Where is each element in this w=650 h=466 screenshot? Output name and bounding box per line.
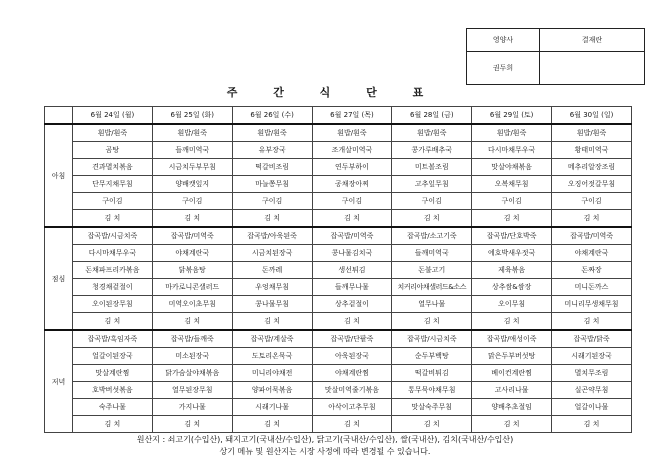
- menu-item: 공채장아찌: [312, 176, 392, 193]
- menu-item: 콩가루배추국: [392, 142, 472, 159]
- menu-item: 김 치: [392, 210, 472, 228]
- menu-row: [45, 227, 632, 245]
- menu-item: 양파어묵볶음: [232, 382, 312, 399]
- menu-item: 시래기된장국: [552, 348, 632, 365]
- menu-item: 시래기나물: [232, 399, 312, 416]
- menu-item: 오이무침: [472, 296, 552, 313]
- menu-item: 아삭이고추무침: [312, 399, 392, 416]
- change-notice: 상기 메뉴 및 원산지는 시장 사정에 따라 변경될 수 있습니다.: [219, 447, 431, 456]
- menu-item: 흰밥/흰죽: [232, 124, 312, 142]
- approval-box: [466, 28, 645, 85]
- menu-row: [45, 330, 632, 348]
- menu-item: 잡곡밥/단팥죽: [312, 330, 392, 348]
- menu-row: [45, 416, 632, 433]
- menu-item: 연두부하이: [312, 159, 392, 176]
- menu-item: 돈짜장: [552, 262, 632, 279]
- menu-item: 잡곡밥/단호박죽: [472, 227, 552, 245]
- menu-item: 열무된장무침: [152, 382, 232, 399]
- menu-item: 김 치: [232, 313, 312, 331]
- meal-label: 아침: [45, 124, 73, 227]
- day-header: 6월 24일 (월): [73, 107, 153, 125]
- menu-item: 제육볶음: [472, 262, 552, 279]
- menu-row: [45, 193, 632, 210]
- menu-item: 맛살미역줄기볶음: [312, 382, 392, 399]
- day-header: 6월 27일 (목): [312, 107, 392, 125]
- menu-item: 청경채겉절이: [73, 279, 153, 296]
- menu-item: 상추쌈&쌈장: [472, 279, 552, 296]
- menu-item: 메추리알장조림: [552, 159, 632, 176]
- menu-item: 잡곡밥/시금치죽: [73, 227, 153, 245]
- menu-item: 황태미역국: [552, 142, 632, 159]
- menu-item: 도토리온묵국: [232, 348, 312, 365]
- menu-item: 미니리무생채무침: [552, 296, 632, 313]
- menu-item: 김 치: [312, 210, 392, 228]
- menu-row: [45, 348, 632, 365]
- menu-item: 구이김: [472, 193, 552, 210]
- menu-item: 김 치: [73, 210, 153, 228]
- day-header: 6월 28일 (금): [392, 107, 472, 125]
- menu-item: 김 치: [312, 313, 392, 331]
- menu-item: 흰밥/흰죽: [472, 124, 552, 142]
- menu-item: 미트볼조림: [392, 159, 472, 176]
- day-header: 6월 26일 (수): [232, 107, 312, 125]
- day-header-row: [45, 107, 632, 125]
- menu-item: 호박버섯볶음: [73, 382, 153, 399]
- menu-item: 숙주나물: [73, 399, 153, 416]
- menu-item: 돈까레: [232, 262, 312, 279]
- footer: [0, 434, 650, 458]
- menu-item: 치커리야채샐러드&소스: [392, 279, 472, 296]
- menu-item: 미소된장국: [152, 348, 232, 365]
- menu-item: 김 치: [392, 313, 472, 331]
- menu-item: 다시마채무우국: [472, 142, 552, 159]
- menu-item: 흰밥/흰죽: [73, 124, 153, 142]
- menu-item: 잡곡밥/계살죽: [232, 330, 312, 348]
- menu-item: 조개살미역국: [312, 142, 392, 159]
- menu-item: 잡곡밥/아욱된죽: [232, 227, 312, 245]
- menu-item: 야채계란국: [552, 245, 632, 262]
- menu-item: 구이김: [552, 193, 632, 210]
- menu-item: 김 치: [552, 313, 632, 331]
- menu-item: 멸치무조림: [552, 365, 632, 382]
- page-title: 주 간 식 단 표: [226, 86, 440, 99]
- menu-row: [45, 382, 632, 399]
- menu-item: 흰밥/흰죽: [392, 124, 472, 142]
- menu-item: 시금치두부무침: [152, 159, 232, 176]
- menu-item: 양배추초절임: [472, 399, 552, 416]
- approval-label-dietitian: 영양사: [467, 29, 540, 52]
- menu-row: [45, 279, 632, 296]
- menu-item: 상추겉절이: [312, 296, 392, 313]
- menu-item: 잡곡밥/들깨죽: [152, 330, 232, 348]
- menu-item: 김 치: [152, 416, 232, 433]
- menu-item: 돈채파프리카볶음: [73, 262, 153, 279]
- menu-item: 오이된장무침: [73, 296, 153, 313]
- menu-item: 닭가슴살야채볶음: [152, 365, 232, 382]
- menu-item: 열무나물: [392, 296, 472, 313]
- menu-item: 들깨미역국: [152, 142, 232, 159]
- menu-row: [45, 365, 632, 382]
- menu-row: [45, 296, 632, 313]
- day-header: 6월 29일 (토): [472, 107, 552, 125]
- menu-item: 맛살계란찜: [73, 365, 153, 382]
- corner-cell: [45, 107, 73, 125]
- menu-item: 미니돈까스: [552, 279, 632, 296]
- menu-item: 콩나물무침: [232, 296, 312, 313]
- menu-item: 오복채무침: [472, 176, 552, 193]
- menu-item: 맛살야채볶음: [472, 159, 552, 176]
- menu-item: 맛살숙주무침: [392, 399, 472, 416]
- menu-item: 오징어젓갈무침: [552, 176, 632, 193]
- menu-row: [45, 142, 632, 159]
- menu-item: 김 치: [73, 416, 153, 433]
- menu-item: 김 치: [152, 210, 232, 228]
- menu-row: [45, 159, 632, 176]
- menu-item: 흰밥/흰죽: [152, 124, 232, 142]
- menu-item: 얼갈이나물: [552, 399, 632, 416]
- menu-item: 잡곡밥/시금치죽: [392, 330, 472, 348]
- day-header: 6월 25일 (화): [152, 107, 232, 125]
- menu-row: [45, 210, 632, 228]
- menu-item: 김 치: [552, 210, 632, 228]
- menu-item: 들깨무나물: [312, 279, 392, 296]
- menu-row: [45, 124, 632, 142]
- menu-item: 김 치: [152, 313, 232, 331]
- meal-label: 저녁: [45, 330, 73, 433]
- menu-row: [45, 399, 632, 416]
- menu-item: 야채계란찜: [312, 365, 392, 382]
- menu-item: 잡곡밥/미역죽: [152, 227, 232, 245]
- menu-item: 단무지채무침: [73, 176, 153, 193]
- menu-item: 떡갈비조림: [232, 159, 312, 176]
- menu-item: 고추잎무침: [392, 176, 472, 193]
- menu-item: 김 치: [472, 210, 552, 228]
- menu-item: 구이김: [312, 193, 392, 210]
- menu-item: 들깨미역국: [392, 245, 472, 262]
- origin-notice: 원산지 : 쇠고기(수입산), 돼지고기(국내산/수입산), 닭고기(국내산/수입산), 쌀(국내산), 김치(국내산/수입산): [136, 435, 514, 444]
- approval-name: 권두희: [467, 52, 540, 85]
- menu-item: 김 치: [472, 313, 552, 331]
- menu-item: 잡곡밥/미역죽: [552, 227, 632, 245]
- menu-item: 미니리야채전: [232, 365, 312, 382]
- menu-item: 미역오이초무침: [152, 296, 232, 313]
- menu-item: 구이김: [73, 193, 153, 210]
- menu-item: 흰밥/흰죽: [312, 124, 392, 142]
- menu-item: 실곤약무침: [552, 382, 632, 399]
- menu-item: 다시마채무우국: [73, 245, 153, 262]
- menu-item: 김 치: [73, 313, 153, 331]
- menu-item: 마늘쫑무침: [232, 176, 312, 193]
- menu-item: 흰밥/흰죽: [552, 124, 632, 142]
- menu-item: 잡곡밥/소고기죽: [392, 227, 472, 245]
- menu-item: 김 치: [552, 416, 632, 433]
- menu-item: 콩나물김치국: [312, 245, 392, 262]
- menu-item: 아욱된장국: [312, 348, 392, 365]
- menu-item: 우엉채무침: [232, 279, 312, 296]
- menu-row: [45, 262, 632, 279]
- menu-item: 시금치된장국: [232, 245, 312, 262]
- menu-item: 곰탕: [73, 142, 153, 159]
- menu-item: 얼갈이된장국: [73, 348, 153, 365]
- menu-row: [45, 176, 632, 193]
- meal-label: 점심: [45, 227, 73, 330]
- menu-item: 마카로니콘샐러드: [152, 279, 232, 296]
- menu-item: 김 치: [472, 416, 552, 433]
- menu-item: 야채계란국: [152, 245, 232, 262]
- day-header: 6월 30일 (일): [552, 107, 632, 125]
- menu-item: 김 치: [392, 416, 472, 433]
- menu-item: 에호박새우젓국: [472, 245, 552, 262]
- menu-item: 생선튀김: [312, 262, 392, 279]
- menu-item: 잡곡밥/흑임자죽: [73, 330, 153, 348]
- menu-item: 김 치: [312, 416, 392, 433]
- menu-item: 순두부백탕: [392, 348, 472, 365]
- menu-row: [45, 313, 632, 331]
- menu-item: 잡곡밥/닭죽: [552, 330, 632, 348]
- menu-item: 잡곡밥/미역죽: [312, 227, 392, 245]
- menu-item: 닭볶음탕: [152, 262, 232, 279]
- menu-item: 구이김: [152, 193, 232, 210]
- menu-item: 양배캣잎지: [152, 176, 232, 193]
- menu-item: 돈불고기: [392, 262, 472, 279]
- menu-item: 김 치: [232, 210, 312, 228]
- menu-item: 고사리나물: [472, 382, 552, 399]
- menu-item: 잡곡밥/애성이죽: [472, 330, 552, 348]
- menu-item: 떡갈비튀김: [392, 365, 472, 382]
- weekly-menu-table: [44, 106, 632, 433]
- approval-label-signoff: 결재란: [540, 29, 645, 52]
- menu-item: 유부장국: [232, 142, 312, 159]
- menu-item: 베이컨계란찜: [472, 365, 552, 382]
- menu-item: 견과멸치볶음: [73, 159, 153, 176]
- menu-item: 가지나물: [152, 399, 232, 416]
- approval-signature-space: [540, 52, 645, 85]
- menu-item: 맑은두부버섯탕: [472, 348, 552, 365]
- menu-row: [45, 245, 632, 262]
- menu-item: 구이김: [392, 193, 472, 210]
- menu-item: 통무묵야채무침: [392, 382, 472, 399]
- menu-item: 김 치: [232, 416, 312, 433]
- menu-item: 구이김: [232, 193, 312, 210]
